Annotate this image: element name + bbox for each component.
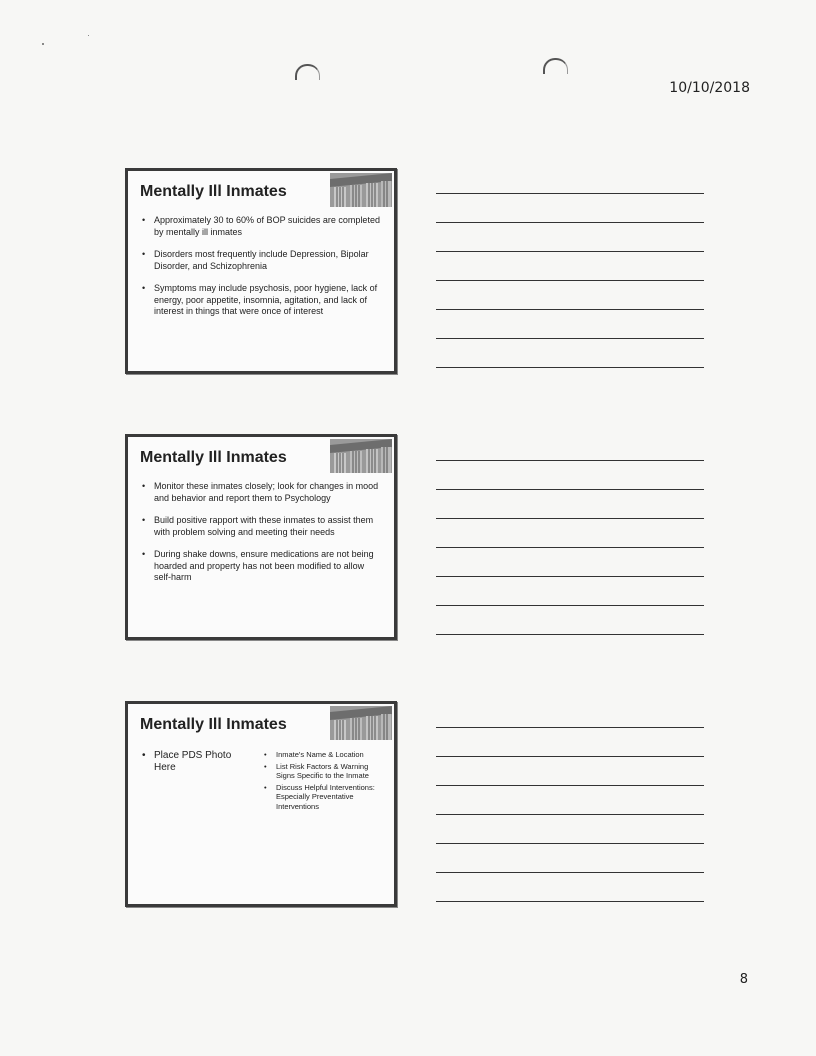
punch-hole-mark: [295, 64, 320, 80]
prison-cells-image: [330, 439, 392, 473]
bullet-item: • Monitor these inmates closely; look for changes in mood and behavior and report them to Psychology: [142, 481, 382, 504]
note-line: [436, 309, 704, 310]
bullet-list: [142, 481, 382, 595]
bullet-item: • Symptoms may include psychosis, poor hygiene, lack of energy, poor appetite, insomnia, agitation, and lack of interest in things that were once of interest: [142, 283, 382, 318]
slide-2: [125, 434, 397, 640]
bullet-item: • During shake downs, ensure medications are not being hoarded and property has not been modified to allow self-harm: [142, 549, 382, 584]
note-line: [436, 193, 704, 194]
note-line: [436, 727, 704, 728]
note-line: [436, 547, 704, 548]
instruction-list: [264, 750, 382, 813]
scan-speck: [42, 43, 44, 45]
note-line: [436, 280, 704, 281]
bullet-item: • List Risk Factors & Warning Signs Specific to the Inmate: [264, 762, 382, 781]
bullet-item: • Disorders most frequently include Depression, Bipolar Disorder, and Schizophrenia: [142, 249, 382, 272]
note-line: [436, 251, 704, 252]
slide-1: [125, 168, 397, 374]
bullet-item: • Discuss Helpful Interventions: Especially Preventative Interventions: [264, 783, 382, 812]
slide-title: Mentally Ill Inmates: [140, 183, 287, 200]
note-line: [436, 872, 704, 873]
scan-speck: [88, 35, 89, 36]
slide-title: Mentally Ill Inmates: [140, 716, 287, 733]
note-line: [436, 338, 704, 339]
note-line: [436, 756, 704, 757]
bullet-list: [142, 215, 382, 329]
note-line: [436, 785, 704, 786]
bullet-item: • Inmate's Name & Location: [264, 750, 382, 760]
note-line: [436, 367, 704, 368]
bullet-item: • Place PDS Photo Here: [142, 750, 242, 774]
note-line: [436, 222, 704, 223]
prison-cells-image: [330, 173, 392, 207]
bullet-item: • Approximately 30 to 60% of BOP suicides are completed by mentally ill inmates: [142, 215, 382, 238]
note-line: [436, 576, 704, 577]
print-date: 10/10/2018: [669, 80, 750, 96]
slide-3: [125, 701, 397, 907]
note-line: [436, 518, 704, 519]
note-line: [436, 460, 704, 461]
note-line: [436, 901, 704, 902]
punch-hole-mark: [543, 58, 568, 74]
note-line: [436, 814, 704, 815]
photo-placeholder-list: [142, 750, 242, 774]
prison-cells-image: [330, 706, 392, 740]
note-line: [436, 605, 704, 606]
bullet-item: • Build positive rapport with these inmates to assist them with problem solving and meeting their needs: [142, 515, 382, 538]
note-line: [436, 489, 704, 490]
page-number: 8: [739, 972, 748, 987]
slide-title: Mentally Ill Inmates: [140, 449, 287, 466]
note-line: [436, 843, 704, 844]
note-line: [436, 634, 704, 635]
